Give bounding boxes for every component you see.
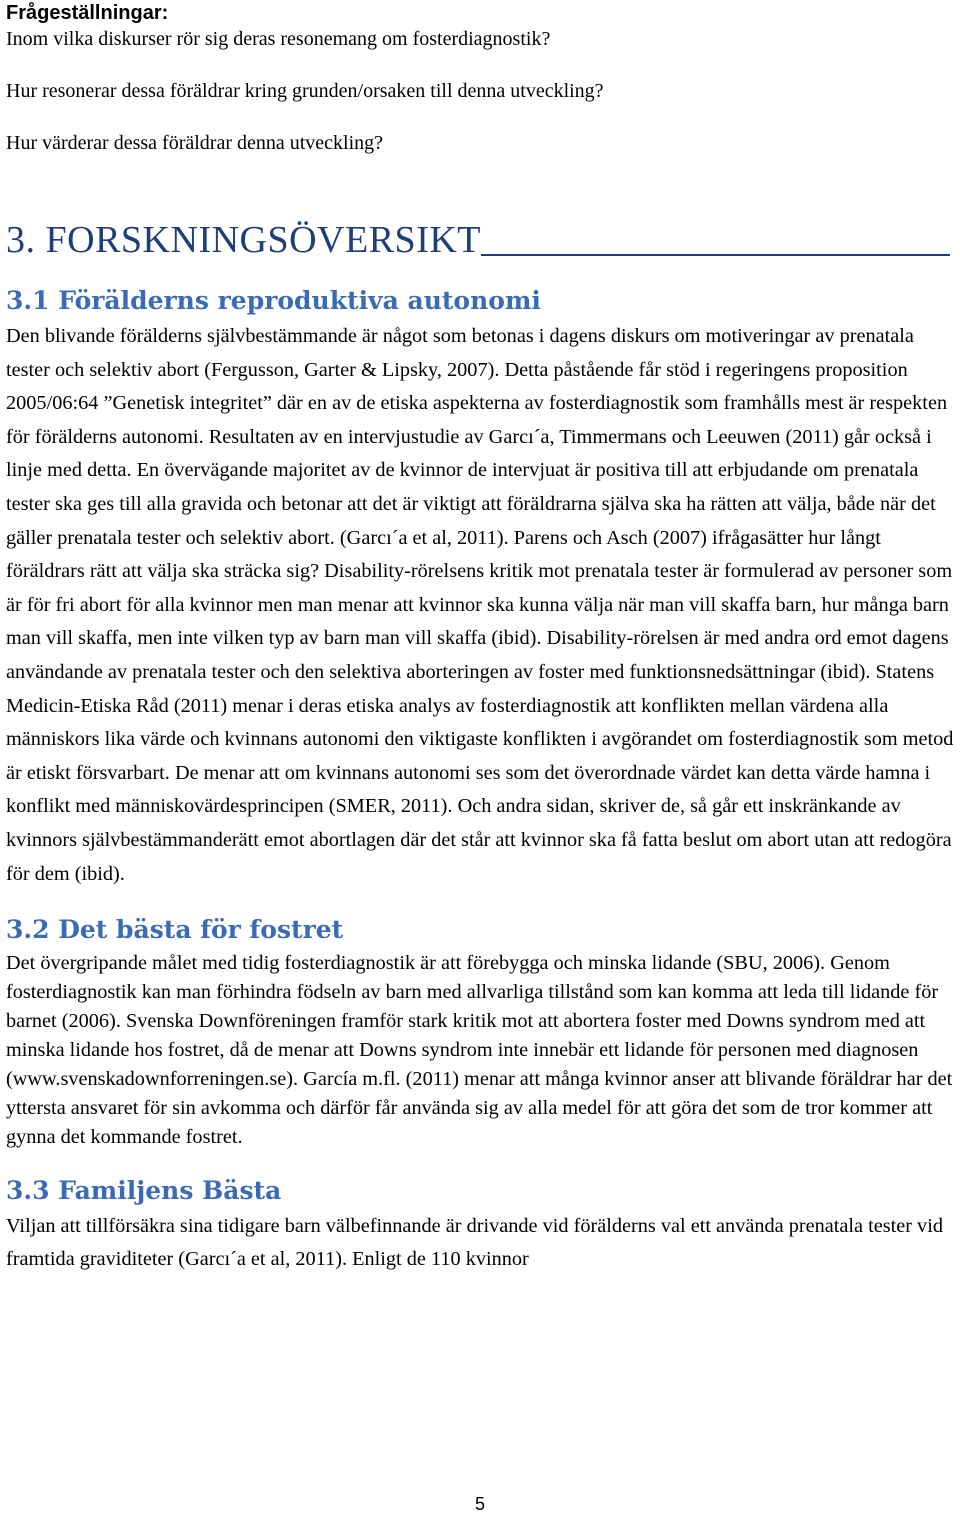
question-item: Hur värderar dessa föräldrar denna utveckling? bbox=[6, 132, 384, 154]
section-body-family: Viljan att tillförsäkra sina tidigare barn välbefinnande är drivande vid förälderns val ett använda prenatala tester vid framtida graviditeter (Garcı´a et al, 2011). Enligt de 110 kvinnor bbox=[6, 1215, 943, 1271]
section-heading-fetus: 3.2 Det bästa för fostret bbox=[6, 915, 344, 945]
page-number: 5 bbox=[474, 1494, 485, 1514]
section-heading-autonomy: 3.1 Förälderns reproduktiva autonomi bbox=[6, 286, 541, 315]
document-page bbox=[6, 0, 956, 1276]
section-heading-family: 3.3 Familjens Bästa bbox=[6, 1176, 282, 1206]
question-item: Inom vilka diskurser rör sig deras resonemang om fosterdiagnostik? bbox=[6, 28, 551, 50]
heading-underline bbox=[481, 254, 950, 256]
chapter-heading bbox=[6, 218, 956, 262]
section-body-fetus: Det övergripande målet med tidig fosterdiagnostik är att förebygga och minska lidande (SBU, 2006). Genom fosterdiagnostik kan man förhindra födseln av barn med allvarliga tillstånd som kan komma att leda till lidande för barnet (2006). Svenska Downföreningen framför stark kritik mot att abortera foster med Downs syndrom med att minska lidande hos fostret, då de menar att Downs syndrom inte innebär ett lidande för personen med diagnosen (www.svenskadownforreningen.se). García m.fl. (2011) menar att många kvinnor anser att blivande föräldrar har det yttersta ansvaret för sin avkomma och därför får använda sig av alla medel för att göra det som de tror kommer att gynna det kommande fostret. bbox=[6, 952, 953, 1149]
questions-heading: Frågeställningar: bbox=[6, 2, 169, 24]
chapter-title: 3. FORSKNINGSÖVERSIKT bbox=[6, 219, 481, 261]
section-body-autonomy: Den blivande förälderns självbestämmande är något som betonas i dagens diskurs om motiveringar av prenatala tester och selektiv abort (Fergusson, Garter & Lipsky, 2007). Detta påstående får stöd i regeringens proposition 2005/06:64 ”Genetisk integritet” där en av de etiska aspekterna av fosterdiagnostik som framhålls mest är respekten för förälderns autonomi. Resultaten av en intervjustudie av Garcı´a, Timmermans och Leeuwen (2011) går också i linje med detta. En övervägande majoritet av de kvinnor de intervjuat är positiva till att erbjudande om prenatala tester ska ges till alla gravida och betonar att det är viktigt att föräldrarna själva ska ha rätten att välja, både när det gäller prenatala tester och selektiv abort. (Garcı´a et al, 2011). Parens och Asch (2007) ifrågasätter hur långt föräldrars rätt att välja ska sträcka sig? Disability-rörelsens kritik mot prenatala tester är formulerad av personer som är för fri abort för alla kvinnor men man menar att kvinnor ska kunna välja när man vill skaffa barn, hur många barn man vill skaffa, men inte vilken typ av barn man vill skaffa (ibid). Disability-rörelsen är med andra ord emot dagens användande av prenatala tester och den selektiva aborteringen av foster med funktionsnedsättningar (ibid). Statens Medicin-Etiska Råd (2011) menar i deras etiska analys av fosterdiagnostik att konflikten mellan värdena alla människors lika värde och kvinnans autonomi den viktigaste konflikten i avgörandet om fosterdiagnostik som metod är etiskt försvarbart. De menar att om kvinnans autonomi ses som det överordnade värdet kan detta värde hamna i konflikt med människovärdesprincipen (SMER, 2011). Och andra sidan, skriver de, så går ett inskränkande av kvinnors självbestämmanderätt emot abortlagen där det står att kvinnor ska få fatta beslut om abort utan att redogöra för dem (ibid). bbox=[6, 325, 954, 885]
question-item: Hur resonerar dessa föräldrar kring grunden/orsaken till denna utveckling? bbox=[6, 80, 604, 102]
